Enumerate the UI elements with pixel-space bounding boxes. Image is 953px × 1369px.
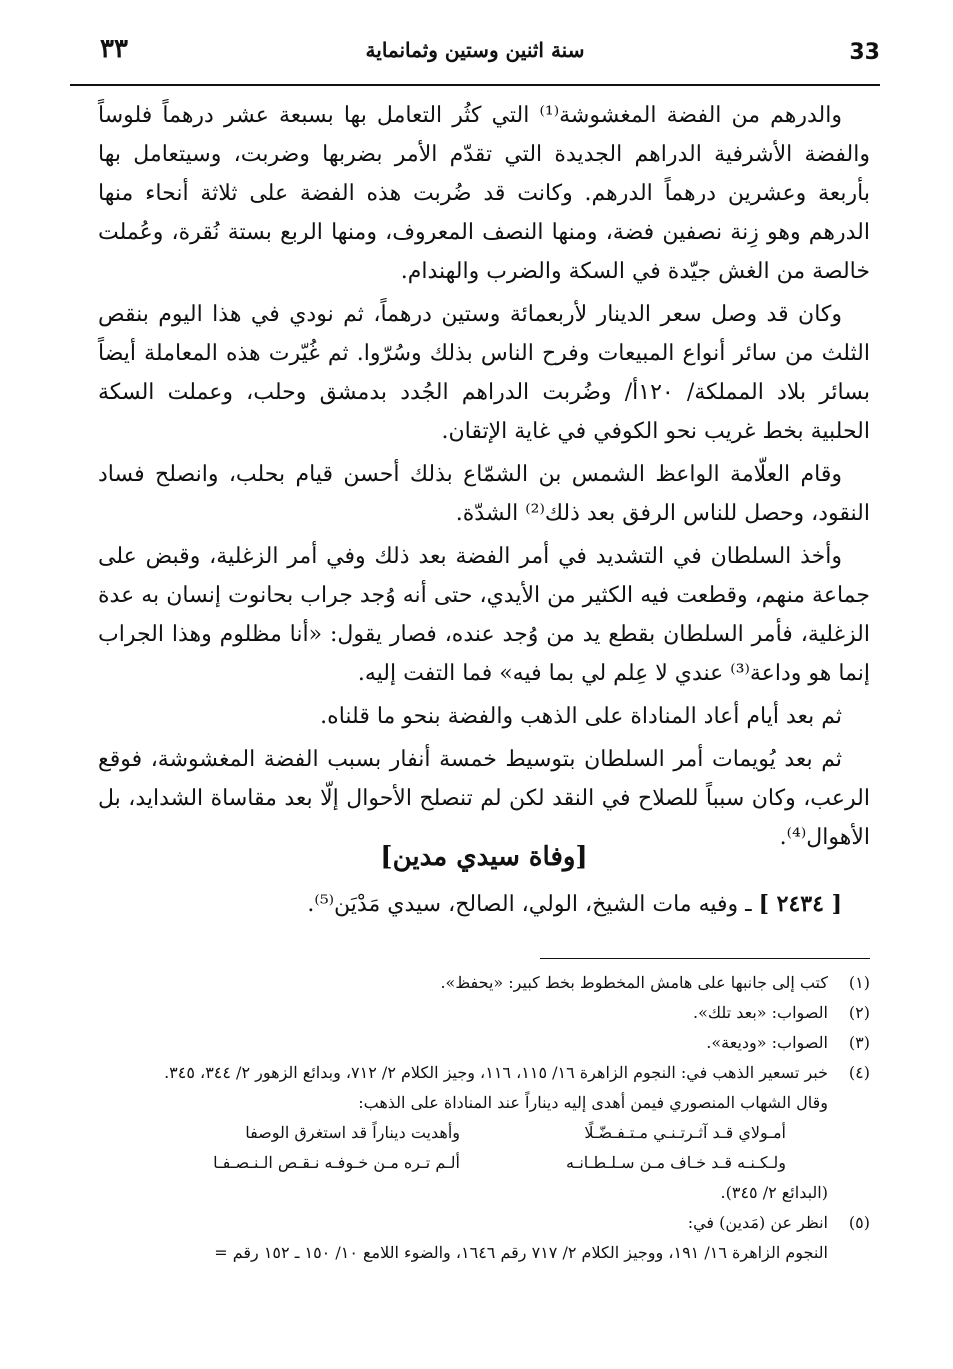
main-text <box>98 96 870 861</box>
footnote-text: الصواب: «وديعة». <box>706 1033 828 1052</box>
paragraph: ثم بعد يُويمات أمر السلطان بتوسيط خمسة أنفار بسبب الفضة المغشوشة، فوقع الرعب، وكان سبباً للصلاح في النقد لكن لم تنصلح الأحوال إلّا بعد مقاساة الشدايد، بل الأهوال⁽⁴⁾. <box>98 747 870 850</box>
footnote <box>70 1058 870 1088</box>
running-title: سنة اثنين وستين وثمانماية <box>365 38 585 62</box>
footnotes <box>70 968 870 1268</box>
obituary-entry <box>98 886 870 923</box>
verse-second-hemistich: وأهديت ديناراً قد استغرق الوصفا <box>245 1123 460 1142</box>
entry-number: [ ٢٤٣٤ ] <box>758 891 842 917</box>
footnote <box>70 968 870 998</box>
footnote <box>70 998 870 1028</box>
page-number-arabic: ٣٣ <box>100 34 128 64</box>
footnote-mark: (٥) <box>848 1213 870 1232</box>
paragraph: وقام العلّامة الواعظ الشمس بن الشمّاع بذلك أحسن قيام بحلب، وانصلح فساد النقود، وحصل للناس الرفق بعد ذلك⁽²⁾ الشدّة. <box>98 462 870 526</box>
footnote-mark: (٣) <box>848 1033 870 1052</box>
verse-first-hemistich: ولـكـنـه قـد خـاف مـن سـلـطـانـه <box>566 1153 786 1172</box>
footnote-text: انظر عن (مَدين) في: <box>687 1213 828 1232</box>
section-heading: [وفاة سيدي مدين] <box>380 842 588 872</box>
paragraph: وأخذ السلطان في التشديد في أمر الفضة بعد ذلك وفي أمر الزغلية، وقبض على جماعة منهم، وقطعت فيه الكثير من الأيدي، حتى أنه وُجد جراب بحانوت إنسان به عدة الزغلية، فأمر السلطان بقطع يد من وُجد عنده، فصار يقول: «أنا مظلوم وهذا الجراب إنما هو وداعة⁽³⁾ عندي لا عِلم لي بما فيه» فما التفت إليه. <box>98 544 870 686</box>
page-number-latin: 33 <box>849 40 880 65</box>
footnote-text: الصواب: «بعد تلك». <box>693 1003 828 1022</box>
entry-text: ـ وفيه مات الشيخ، الولي، الصالح، سيدي مَدْيَن⁽⁵⁾. <box>307 892 752 917</box>
paragraph: وكان قد وصل سعر الدينار لأربعمائة وستين درهماً، ثم نودي في هذا اليوم بنقص الثلث من سائر أنواع المبيعات وفرح الناس بذلك وسُرّوا. ثم غُيّرت هذه المعاملة أيضاً بسائر بلاد المملكة/ ١٢٠أ/ وضُربت الدراهم الجُدد بدمشق وحلب، وعملت السكة الحلبية بخط غريب نحو الكوفي في غاية الإتقان. <box>98 302 870 444</box>
footnote-text: كتب إلى جانبها على هامش المخطوط بخط كبير: «يحفظ». <box>440 973 828 992</box>
poem-verse <box>70 1148 870 1178</box>
verse-first-hemistich: أمـولاي قـد آثـرتـنـي مـتـفـضّـلًا <box>584 1123 786 1142</box>
footnote <box>70 1208 870 1238</box>
header-rule <box>70 84 880 86</box>
footnote-text: خبر تسعير الذهب في: النجوم الزاهرة ١٦/ ١١٥، ١١٦، وجيز الكلام ٢/ ٧١٢، وبدائع الزهور ٢/ ٣٤٤، ٣٤٥. <box>164 1063 828 1082</box>
running-header <box>70 34 880 86</box>
footnote-source: (البدائع ٢/ ٣٤٥). <box>720 1183 828 1202</box>
poem-verse <box>70 1118 870 1148</box>
paragraph: ثم بعد أيام أعاد المناداة على الذهب والفضة بنحو ما قلناه. <box>320 704 842 729</box>
footnote-mark: (٤) <box>848 1063 870 1082</box>
footnote-mark: (١) <box>848 973 870 992</box>
paragraph: والدرهم من الفضة المغشوشة⁽¹⁾ التي كثُر التعامل بها بسبعة عشر درهماً فلوساً والفضة الأشرفية الدراهم الجديدة التي تقدّم الأمر بضربها وضربت، وسيتعامل بها بأربعة وعشرين درهماً الدرهم. وكانت قد ضُربت هذه الفضة على ثلاثة أنحاء منها الدرهم وهو زِنة نصفين فضة، ومنها النصف المعروف، ومنها الربع بستة نُقرة، وعُملت خالصة من الغش جيّدة في السكة والضرب والهندام. <box>98 103 870 284</box>
footnote-mark: (٢) <box>848 1003 870 1022</box>
footnote-poem-intro: وقال الشهاب المنصوري فيمن أهدى إليه ديناراً عند المناداة على الذهب: <box>358 1093 828 1112</box>
verse-second-hemistich: ألـم تـره مـن خـوفـه نـقـص الـنـصـفـا <box>213 1153 460 1172</box>
footnote <box>70 1028 870 1058</box>
footnote-separator <box>540 958 870 959</box>
footnote-continuation: النجوم الزاهرة ١٦/ ١٩١، ووجيز الكلام ٢/ ٧١٧ رقم ١٦٤٦، والضوء اللامع ١٠/ ١٥٠ ـ ١٥٢ رقم = <box>214 1243 828 1262</box>
